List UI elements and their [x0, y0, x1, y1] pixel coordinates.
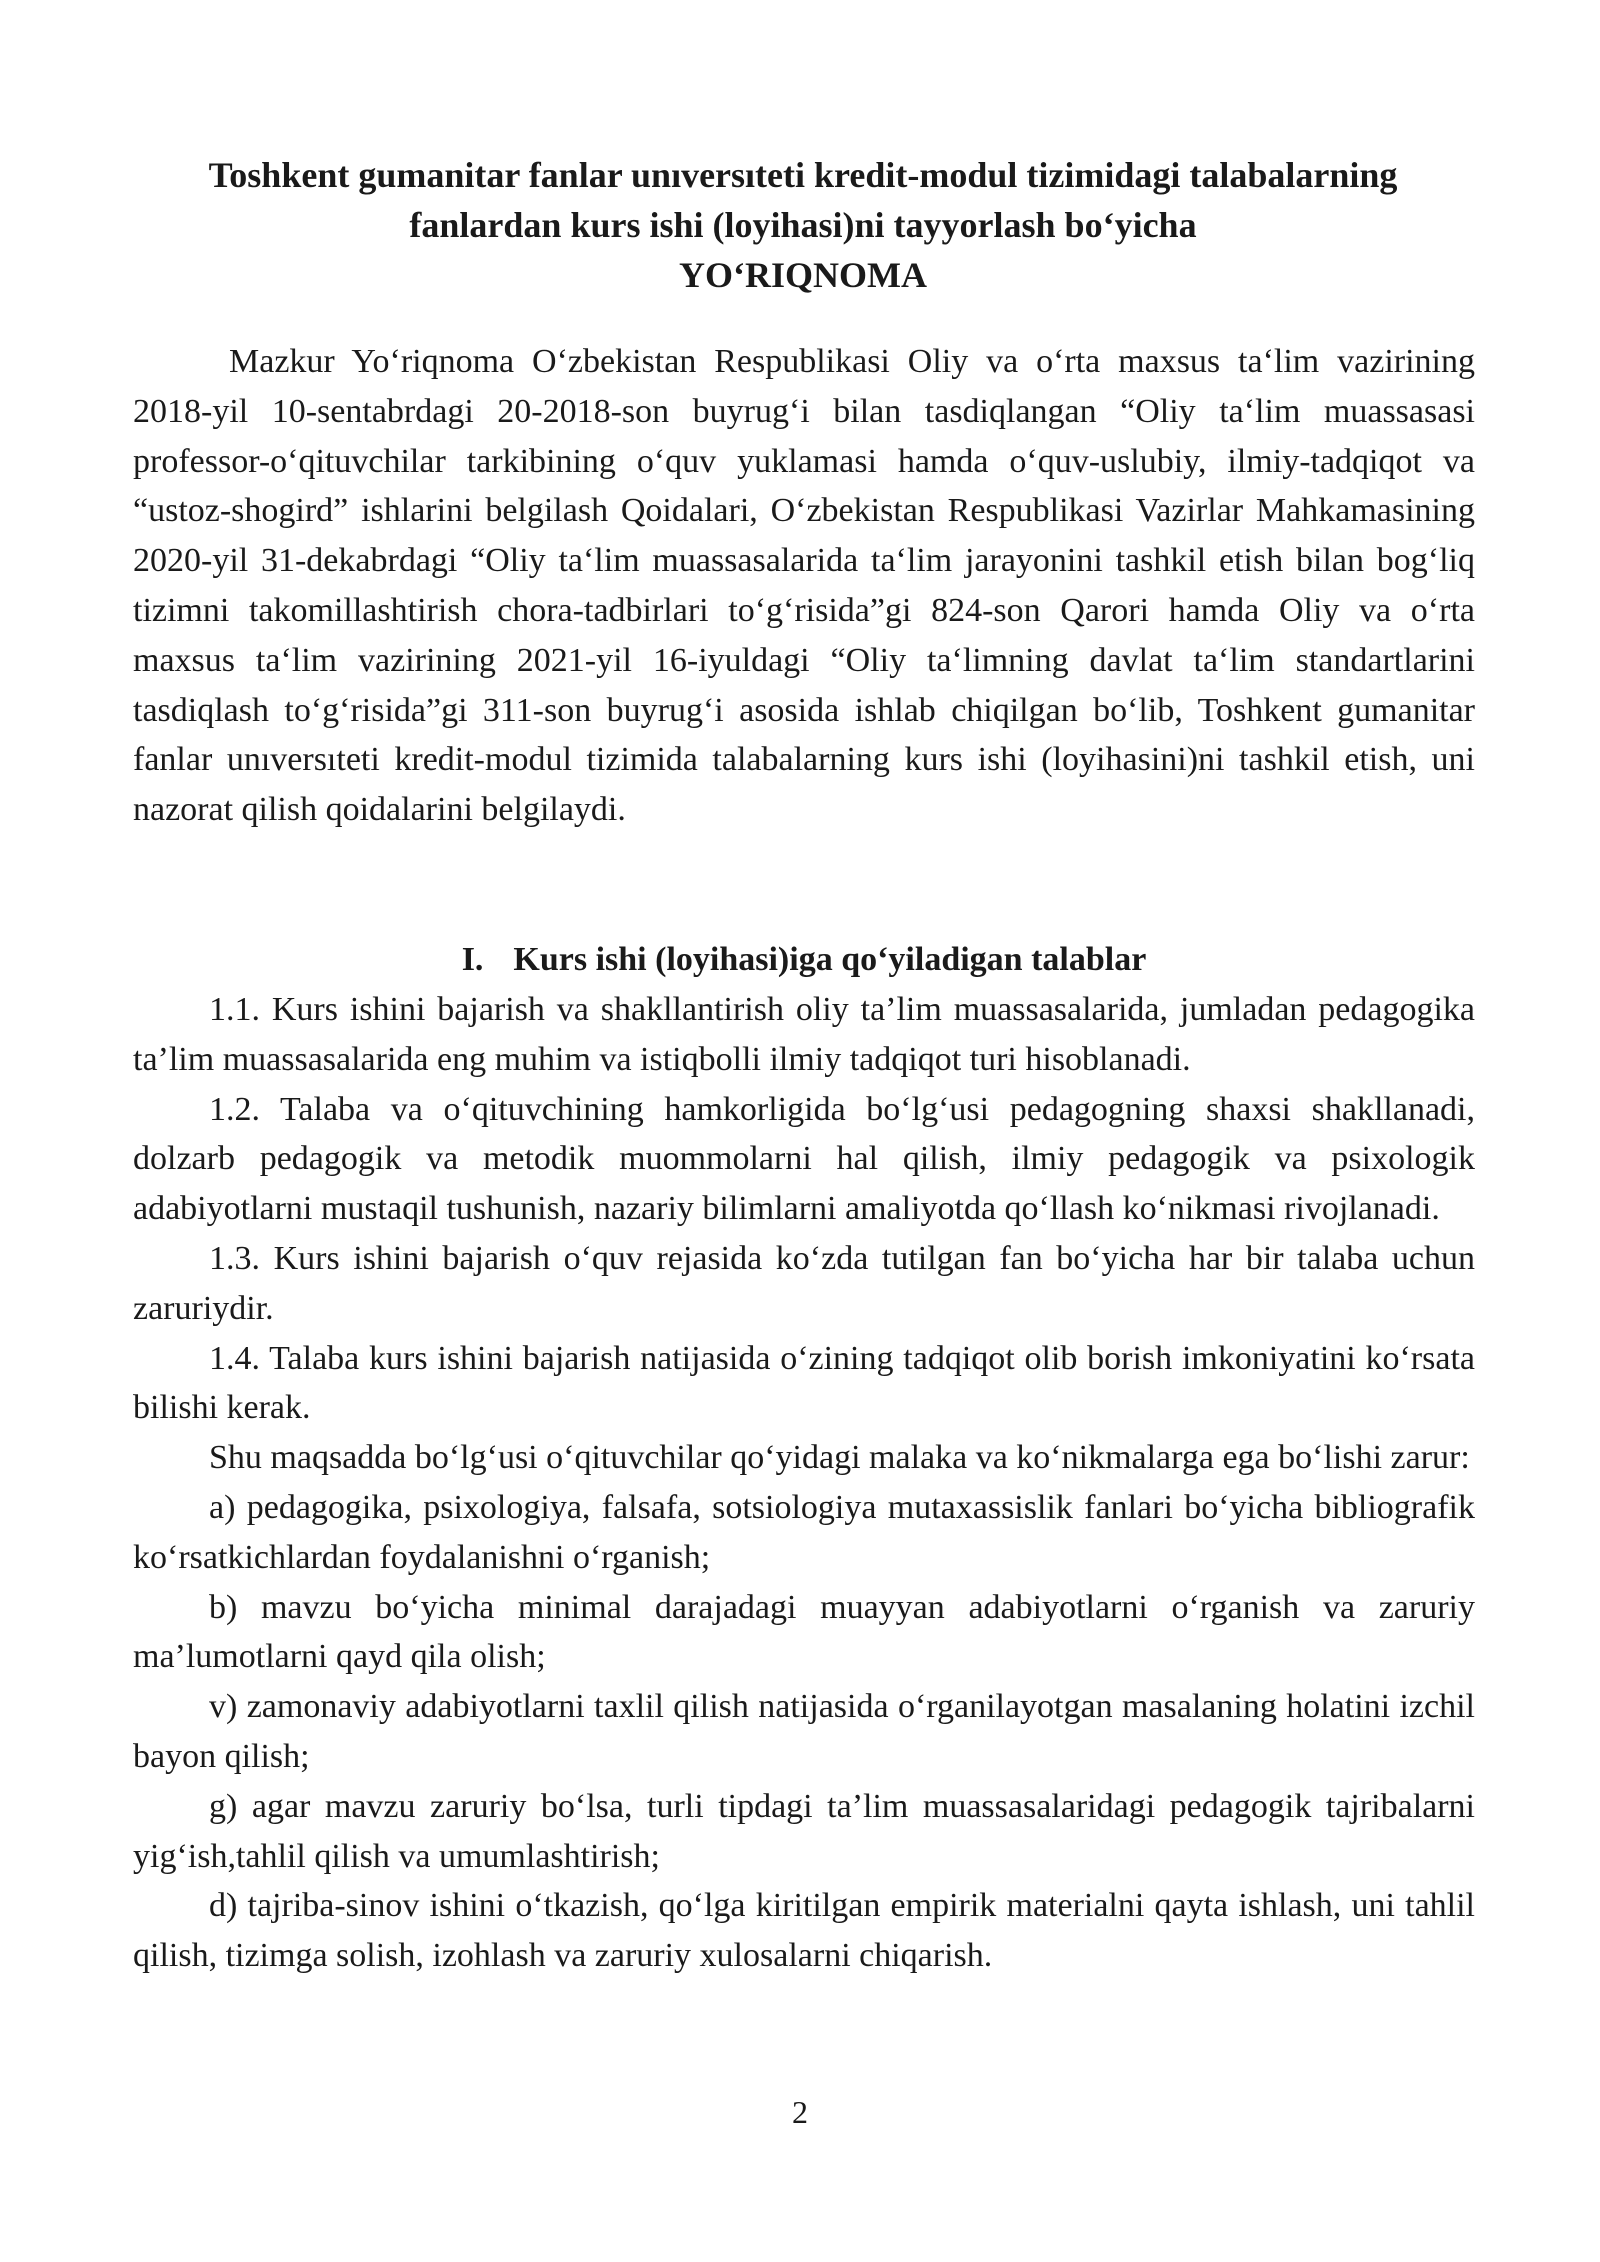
list-item-d: d) tajriba-sinov ishini o‘tkazish, qo‘lga kiritilgan empirik materialni qayta ishlash, uni tahlil qilish, tizimga solish, izohlash va zaruriy xulosalarni chiqarish. [133, 1887, 1475, 1975]
section-heading [133, 935, 1475, 985]
section-number: I. [461, 941, 484, 978]
document-title [133, 150, 1473, 300]
section-body [133, 985, 1475, 1981]
paragraph-1-1: 1.1. Kurs ishini bajarish va shakllantirish oliy ta’lim muassasalarida, jumladan pedagogika ta’lim muassasalarida eng muhim va istiqbolli ilmiy tadqiqot turi hisoblanadi. [133, 991, 1475, 1078]
title-line-2: fanlardan kurs ishi (loyihasi)ni tayyorlash bo‘yicha [409, 205, 1197, 245]
intro-section [133, 337, 1475, 835]
list-item-a: a) pedagogika, psixologiya, falsafa, sotsiologiya mutaxassislik fanlari bo‘yicha bibliografik ko‘rsatkichlardan foydalanishni o‘rganish; [133, 1488, 1475, 1576]
page-number: 2 [792, 2094, 808, 2130]
section-title: Kurs ishi (loyihasi)iga qo‘yiladigan talablar [513, 941, 1147, 978]
list-item-g: g) agar mavzu zaruriy bo‘lsa, turli tipdagi ta’lim muassasalaridagi pedagogik tajribalarni yig‘ish,tahlil qilish va umumlashtirish; [133, 1787, 1475, 1875]
paragraph-1-3: 1.3. Kurs ishini bajarish o‘quv rejasida ko‘zda tutilgan fan bo‘yicha har bir talaba uchun zaruriydir. [133, 1239, 1475, 1327]
paragraph-1-2: 1.2. Talaba va o‘qituvchining hamkorligida bo‘lg‘usi pedagogning shaxsi shakllanadi, dolzarb pedagogik va metodik muommolarni hal qilish, ilmiy pedagogik va psixologik adabiyotlarni mustaqil tushunish, nazariy bilimlarni amaliyotda qo‘llash ko‘nikmasi rivojlanadi. [133, 1090, 1475, 1228]
list-item-v: v) zamonaviy adabiyotlarni taxlil qilish natijasida o‘rganilayotgan masalaning holatini izchil bayon qilish; [133, 1688, 1475, 1775]
intro-paragraph: Mazkur Yo‘riqnoma O‘zbekistan Respublikasi Oliy va o‘rta maxsus ta‘lim vazirining 2018-yil 10-sentabrdagi 20-2018-son buyrug‘i bilan tasdiqlangan “Oliy ta‘lim muassasasi professor-o‘qituvchilar tarkibining o‘quv yuklamasi hamda o‘quv-uslubiy, ilmiy-tadqiqot va “ustoz-shogird” ishlarini belgilash Qoidalari, O‘zbekistan Respublikasi Vazirlar Mahkamasining 2020-yil 31-dekabrdagi “Oliy ta‘lim muassasalarida ta‘lim jarayonini tashkil etish bilan bog‘liq tizimni takomillashtirish chora-tadbirlari to‘g‘risida”gi 824-son Qarori hamda Oliy va o‘rta maxsus ta‘lim vazirining 2021-yil 16-iyuldagi “Oliy ta‘limning davlat ta‘lim standartlarini tasdiqlash to‘g‘risida”gi 311-son buyrug‘i asosida ishlab chiqilgan bo‘lib, Toshkent gumanitar fanlar unıversıteti kredit-modul tizimida talabalarning kurs ishi (loyihasini)ni tashkil etish, uni nazorat qilish qoidalarini belgilaydi. [133, 343, 1475, 829]
paragraph-1-4: 1.4. Talaba kurs ishini bajarish natijasida o‘zining tadqiqot olib borish imkoniyatini ko‘rsata bilishi kerak. [133, 1339, 1475, 1427]
list-item-b: b) mavzu bo‘yicha minimal darajadagi muayyan adabiyotlarni o‘rganish va zaruriy ma’lumotlarni qayd qila olish; [133, 1588, 1475, 1676]
title-line-3: YO‘RIQNOMA [679, 255, 927, 295]
title-line-1: Toshkent gumanitar fanlar unıversıteti kredit-modul tizimidagi talabalarning [208, 155, 1398, 195]
paragraph-purpose: Shu maqsadda bo‘lg‘usi o‘qituvchilar qo‘yidagi malaka va ko‘nikmalarga ega bo‘lishi zarur: [209, 1439, 1470, 1477]
